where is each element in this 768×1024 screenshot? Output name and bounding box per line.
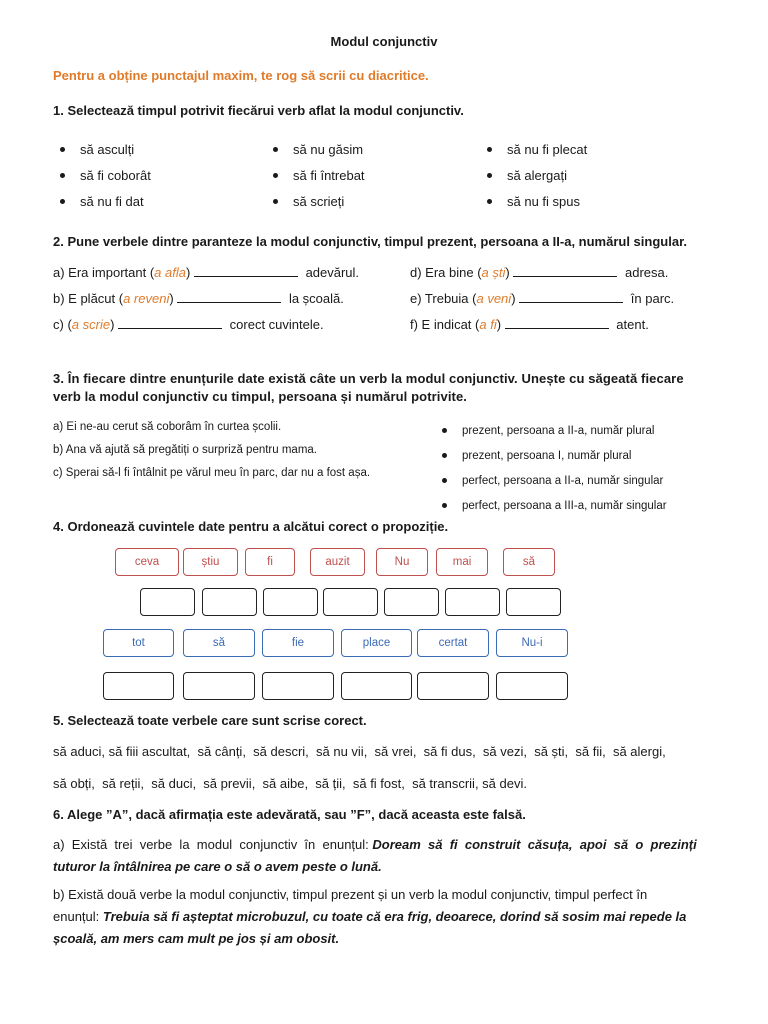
ex4-heading: 4. Ordonează cuvintele date pentru a alcătui corect o propoziție.: [53, 519, 449, 534]
answer-blank[interactable]: [118, 318, 222, 329]
word-tile[interactable]: fi: [245, 548, 295, 576]
ex1-item[interactable]: să nu găsim: [273, 136, 365, 162]
answer-blank[interactable]: [177, 292, 281, 303]
bullet-icon: [273, 173, 278, 178]
answer-box[interactable]: [103, 672, 174, 700]
ex3-option[interactable]: perfect, persoana a II-a, număr singular: [442, 468, 667, 493]
word-tile[interactable]: ceva: [115, 548, 179, 576]
answer-box[interactable]: [496, 672, 568, 700]
ex1-item[interactable]: să nu fi plecat: [487, 136, 587, 162]
page-title: Modul conjunctiv: [330, 34, 438, 49]
ex1-heading: 1. Selectează timpul potrivit fiecărui verb aflat la modul conjunctiv.: [53, 103, 464, 118]
ex1-col3: [487, 136, 587, 214]
ex2-item-c: c) (a scrie) corect cuvintele.: [53, 317, 324, 332]
word-tile[interactable]: să: [183, 629, 255, 657]
ex2-item-b: b) E plăcut (a reveni) la școală.: [53, 291, 344, 306]
word-tile[interactable]: tot: [103, 629, 174, 657]
ex1-item[interactable]: să nu fi dat: [60, 188, 151, 214]
bullet-icon: [60, 173, 65, 178]
ex1-item[interactable]: să nu fi spus: [487, 188, 587, 214]
word-tile[interactable]: auzit: [310, 548, 365, 576]
bullet-icon: [442, 478, 447, 483]
bullet-icon: [487, 173, 492, 178]
word-tile[interactable]: place: [341, 629, 412, 657]
answer-box[interactable]: [445, 588, 500, 616]
answer-box[interactable]: [183, 672, 255, 700]
bullet-icon: [442, 428, 447, 433]
answer-box[interactable]: [262, 672, 334, 700]
bullet-icon: [60, 199, 65, 204]
ex3-option[interactable]: prezent, persoana I, număr plural: [442, 443, 667, 468]
answer-box[interactable]: [323, 588, 378, 616]
ex1-item[interactable]: să fi întrebat: [273, 162, 365, 188]
answer-blank[interactable]: [519, 292, 623, 303]
answer-blank[interactable]: [505, 318, 609, 329]
ex2-heading: 2. Pune verbele dintre paranteze la modul conjunctiv, timpul prezent, persoana a II-a, numărul singular.: [53, 234, 688, 249]
word-tile[interactable]: certat: [417, 629, 489, 657]
answer-box[interactable]: [417, 672, 489, 700]
answer-blank[interactable]: [194, 266, 298, 277]
bullet-icon: [442, 503, 447, 508]
ex6-statement-b[interactable]: b) Există două verbe la modul conjunctiv, timpul prezent și un verb la modul conjunctiv, timpul perfect în enunțul: Trebuia să fi așteptat microbuzul, cu toate că era frig, deoarece, dorind să sosim mai repede la școală, am mers cam mult pe jos și am obosit.: [53, 887, 687, 946]
word-tile[interactable]: să: [503, 548, 555, 576]
ex3-sentences: [53, 421, 370, 490]
answer-blank[interactable]: [513, 266, 617, 277]
ex3-sentence[interactable]: a) Ei ne-au cerut să coborâm în curtea școlii.: [53, 421, 282, 433]
word-tile[interactable]: Nu: [376, 548, 428, 576]
word-tile[interactable]: fie: [262, 629, 334, 657]
answer-box[interactable]: [263, 588, 318, 616]
word-tile[interactable]: știu: [183, 548, 238, 576]
bullet-icon: [487, 199, 492, 204]
ex1-item[interactable]: să fi coborât: [60, 162, 151, 188]
ex1-item[interactable]: să scrieți: [273, 188, 365, 214]
ex3-heading: 3. În fiecare dintre enunțurile date există câte un verb la modul conjunctiv. Unește cu săgeată fiecare verb la modul conjunctiv cu timpul, persoana și numărul potrivite.: [53, 371, 684, 404]
diacritics-note: Pentru a obține punctajul maxim, te rog să scrii cu diacritice.: [53, 68, 429, 83]
ex5-verbs-line[interactable]: să aduci, să fiii ascultat, să cânți, să descri, să nu vii, să vrei, să fi dus, să vezi, să ști, să fii, să alergi,: [53, 744, 666, 759]
ex3-option[interactable]: prezent, persoana a II-a, număr plural: [442, 418, 667, 443]
word-tile[interactable]: Nu-i: [496, 629, 568, 657]
ex1-col2: [273, 136, 365, 214]
bullet-icon: [487, 147, 492, 152]
answer-box[interactable]: [202, 588, 257, 616]
ex5-verbs-line[interactable]: să obți, să reții, să duci, să previi, să aibe, să ții, să fi fost, să transcrii, să devi.: [53, 776, 527, 791]
ex2-item-d: d) Era bine (a ști) adresa.: [410, 265, 669, 280]
ex3-option[interactable]: perfect, persoana a III-a, număr singular: [442, 493, 667, 518]
bullet-icon: [273, 147, 278, 152]
ex1-item[interactable]: să alergați: [487, 162, 587, 188]
word-tile[interactable]: mai: [436, 548, 488, 576]
ex1-col1: [60, 136, 151, 214]
ex2-item-a: a) Era important (a afla) adevărul.: [53, 265, 360, 280]
ex3-sentence[interactable]: c) Sperai să-l fi întâlnit pe vărul meu în parc, dar nu a fost așa.: [53, 467, 371, 479]
answer-box[interactable]: [506, 588, 561, 616]
ex3-sentence[interactable]: b) Ana vă ajută să pregătiți o surpriză pentru mama.: [53, 444, 318, 456]
ex6-heading: 6. Alege ”A”, dacă afirmația este adevărată, sau ”F”, dacă aceasta este falsă.: [53, 807, 526, 822]
bullet-icon: [273, 199, 278, 204]
ex1-item[interactable]: să asculți: [60, 136, 151, 162]
ex3-options: [442, 418, 667, 518]
answer-box[interactable]: [384, 588, 439, 616]
ex6-statement-a[interactable]: a) Există trei verbe la modul conjunctiv în enunțul: Doream să fi construit căsuța, apoi să o prezinți tuturor la întâlnirea pe care o să o avem peste o lună.: [53, 837, 697, 874]
bullet-icon: [442, 453, 447, 458]
bullet-icon: [60, 147, 65, 152]
ex5-heading: 5. Selectează toate verbele care sunt scrise corect.: [53, 713, 367, 728]
ex2-item-e: e) Trebuia (a veni) în parc.: [410, 291, 675, 306]
answer-box[interactable]: [341, 672, 412, 700]
answer-box[interactable]: [140, 588, 195, 616]
ex2-item-f: f) E indicat (a fi) atent.: [410, 317, 649, 332]
